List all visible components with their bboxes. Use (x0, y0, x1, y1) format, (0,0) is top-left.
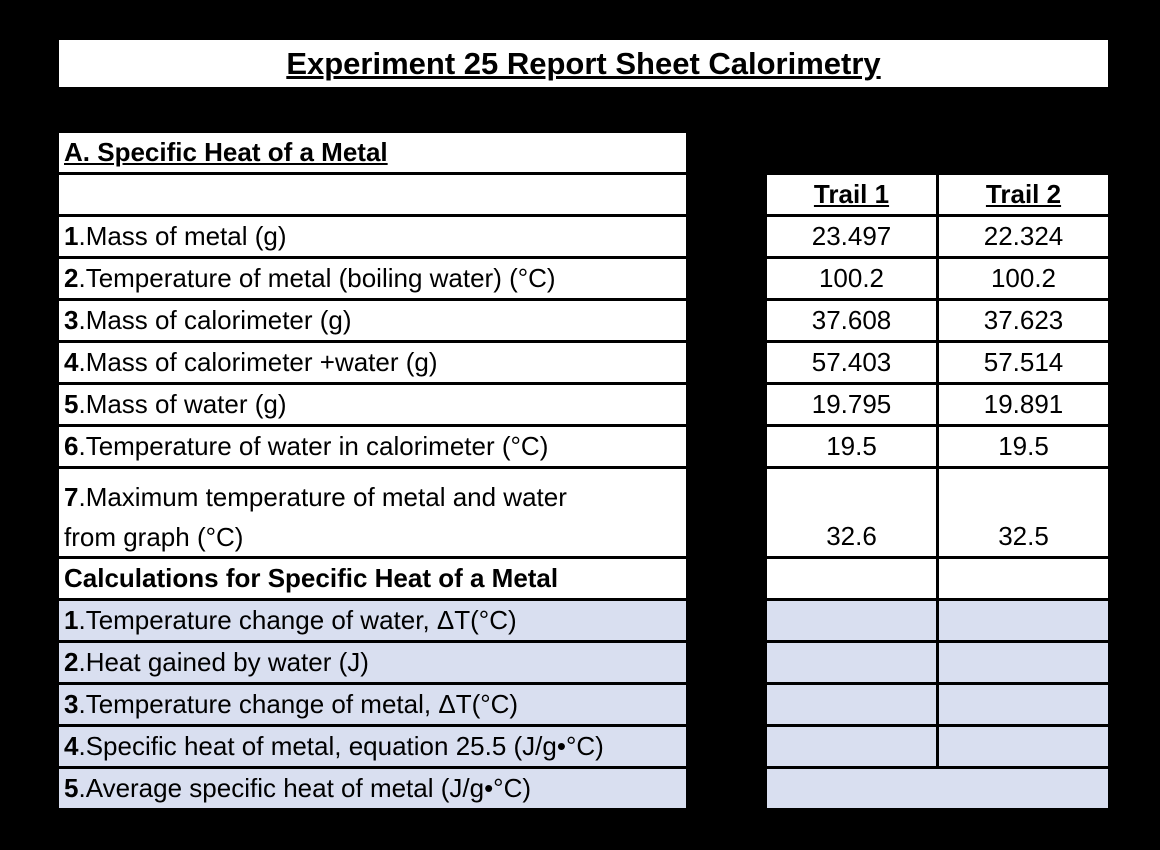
calculation-row-label: 1 .Temperature change of water, ΔT(°C) (59, 601, 686, 640)
measurement-trial-2-value: 19.891 (939, 385, 1108, 424)
trial-1-header: Trail 1 (767, 175, 936, 214)
measurement-row-label: 4 .Mass of calorimeter +water (g) (59, 343, 686, 382)
page-title: Experiment 25 Report Sheet Calorimetry (59, 40, 1108, 87)
measurement-row-label: 6 .Temperature of water in calorimeter (°C) (59, 427, 686, 466)
calculation-row-label: 3 .Temperature change of metal, ΔT(°C) (59, 685, 686, 724)
calculation-row-label: 2 .Heat gained by water (J) (59, 643, 686, 682)
calculation-row-label: 5 .Average specific heat of metal (J/g•°C) (59, 769, 686, 808)
measurement-row-label: 2 .Temperature of metal (boiling water) (°C) (59, 259, 686, 298)
measurement-trial-2-value: 32.5 (939, 469, 1108, 556)
calculation-trial-1-input[interactable] (767, 685, 936, 724)
measurement-trial-1-value: 23.497 (767, 217, 936, 256)
measurement-trial-2-value: 19.5 (939, 427, 1108, 466)
calculation-row-label: 4 .Specific heat of metal, equation 25.5 (J/g•°C) (59, 727, 686, 766)
calculation-trial-2-input[interactable] (939, 601, 1108, 640)
measurement-trial-1-value: 19.5 (767, 427, 936, 466)
measurement-trial-2-value: 37.623 (939, 301, 1108, 340)
section-title-cell (59, 133, 686, 172)
average-specific-heat-input[interactable] (767, 769, 1108, 808)
calculation-trial-1-input[interactable] (767, 643, 936, 682)
measurement-trial-2-value: 22.324 (939, 217, 1108, 256)
calculation-trial-2-input[interactable] (939, 643, 1108, 682)
trial-2-header: Trail 2 (939, 175, 1108, 214)
calculation-trial-2-input[interactable] (939, 727, 1108, 766)
calculation-trial-1-input[interactable] (767, 727, 936, 766)
measurement-row-label: 5 .Mass of water (g) (59, 385, 686, 424)
measurement-trial-2-value: 57.514 (939, 343, 1108, 382)
measurement-row-label: 1 .Mass of metal (g) (59, 217, 686, 256)
measurement-trial-1-value: 32.6 (767, 469, 936, 556)
measurement-row-label: 3 .Mass of calorimeter (g) (59, 301, 686, 340)
measurement-trial-1-value: 57.403 (767, 343, 936, 382)
measurement-trial-2-value: 100.2 (939, 259, 1108, 298)
section-title: A. Specific Heat of a Metal (64, 136, 388, 167)
calc-header-trial-2-cell (939, 559, 1108, 598)
calculations-title: Calculations for Specific Heat of a Metal (59, 559, 686, 598)
measurement-trial-1-value: 19.795 (767, 385, 936, 424)
calculation-trial-1-input[interactable] (767, 601, 936, 640)
measurement-row-label: 7.Maximum temperature of metal and water from graph (°C) (59, 469, 686, 556)
calculation-trial-2-input[interactable] (939, 685, 1108, 724)
measurement-trial-1-value: 100.2 (767, 259, 936, 298)
blank-header-cell (59, 175, 686, 214)
measurement-trial-1-value: 37.608 (767, 301, 936, 340)
calc-header-trial-1-cell (767, 559, 936, 598)
